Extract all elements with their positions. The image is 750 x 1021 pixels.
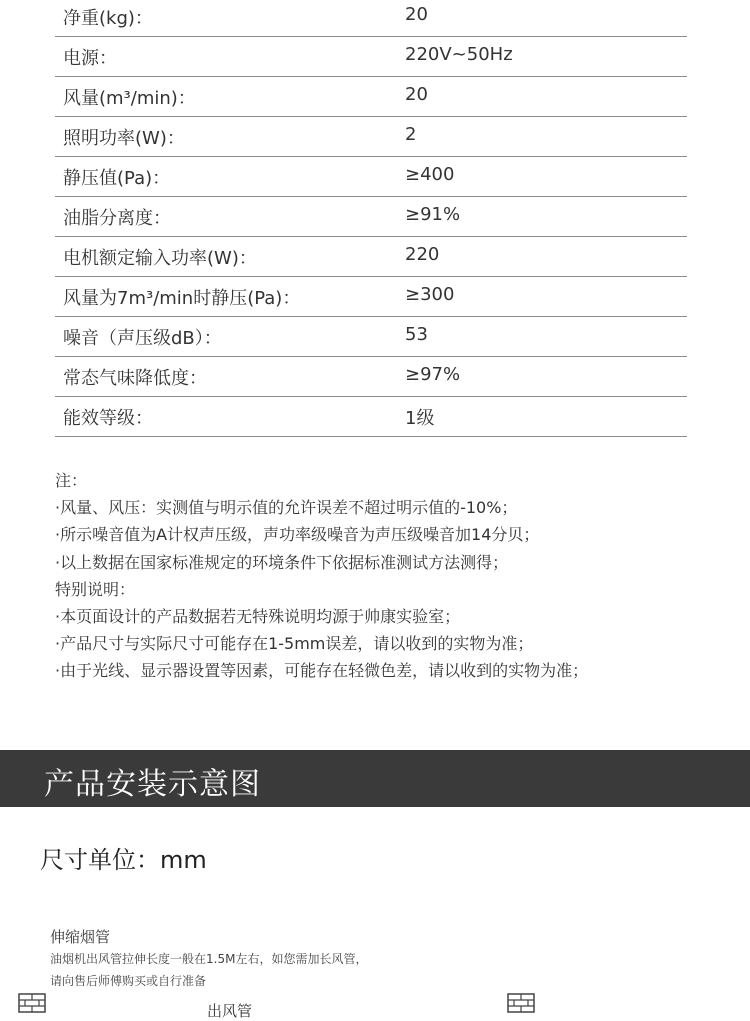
note-item: ·以上数据在国家标准规定的环境条件下依据标准测试方法测得； bbox=[55, 552, 509, 572]
spec-value: 20 bbox=[405, 84, 428, 105]
spec-row bbox=[55, 77, 687, 117]
spec-value: 53 bbox=[405, 324, 428, 345]
special-heading: 特别说明： bbox=[55, 579, 136, 599]
brick-wall-icon bbox=[507, 993, 535, 1013]
note-item: ·风量、风压：实测值与明示值的允许误差不超过明示值的-10%； bbox=[55, 498, 518, 518]
spec-row bbox=[55, 277, 687, 317]
spec-label: 电机额定输入功率(W)： bbox=[63, 248, 257, 269]
pipe-title: 伸缩烟管 bbox=[50, 928, 111, 946]
spec-value: ≥300 bbox=[405, 284, 455, 305]
spec-value: 2 bbox=[405, 124, 417, 145]
spec-label: 噪音（声压级dB）： bbox=[63, 328, 222, 349]
spec-label: 常态气味降低度： bbox=[63, 368, 207, 389]
spec-row bbox=[55, 157, 687, 197]
spec-row bbox=[55, 197, 687, 237]
pipe-description bbox=[50, 948, 367, 992]
spec-row bbox=[55, 317, 687, 357]
spec-label: 照明功率(W)： bbox=[63, 128, 185, 149]
spec-value: ≥97% bbox=[405, 364, 461, 385]
spec-row bbox=[55, 37, 687, 77]
outlet-label: 出风管 bbox=[207, 1002, 253, 1020]
spec-row bbox=[55, 237, 687, 277]
special-item: ·由于光线、显示器设置等因素，可能存在轻微色差，请以收到的实物为准； bbox=[55, 661, 589, 681]
brick-wall-icon bbox=[18, 993, 46, 1013]
notes-section bbox=[55, 467, 735, 685]
spec-label: 净重(kg)： bbox=[63, 8, 153, 29]
section-banner bbox=[0, 750, 750, 807]
spec-label: 风量(m³/min)： bbox=[63, 88, 196, 109]
spec-value: 1级 bbox=[405, 408, 435, 429]
pipe-desc-line: 请向售后师傅购买或自行准备 bbox=[50, 974, 207, 988]
pipe-desc-line: 油烟机出风管拉伸长度一般在1.5M左右，如您需加长风管， bbox=[50, 952, 368, 966]
special-item: ·产品尺寸与实际尺寸可能存在1-5mm误差，请以收到的实物为准； bbox=[55, 634, 534, 654]
unit-label: 尺寸单位：mm bbox=[40, 846, 207, 874]
spec-table bbox=[55, 0, 687, 437]
spec-value: 20 bbox=[405, 4, 428, 25]
spec-value: 220V~50Hz bbox=[405, 44, 513, 65]
spec-label: 能效等级： bbox=[63, 408, 153, 429]
spec-label: 电源： bbox=[63, 48, 117, 69]
spec-row bbox=[55, 397, 687, 437]
special-item: ·本页面设计的产品数据若无特殊说明均源于帅康实验室； bbox=[55, 607, 461, 627]
spec-label: 油脂分离度： bbox=[63, 208, 171, 229]
section-title: 产品安装示意图 bbox=[44, 767, 261, 802]
spec-row bbox=[55, 0, 687, 37]
spec-label: 静压值(Pa)： bbox=[63, 168, 171, 189]
spec-value: 220 bbox=[405, 244, 440, 265]
spec-value: ≥91% bbox=[405, 204, 461, 225]
note-item: ·所示噪音值为A计权声压级，声功率级噪音为声压级噪音加14分贝； bbox=[55, 525, 540, 545]
spec-row bbox=[55, 117, 687, 157]
spec-label: 风量为7m³/min时静压(Pa)： bbox=[63, 288, 301, 309]
spec-row bbox=[55, 357, 687, 397]
notes-heading: 注： bbox=[55, 471, 88, 490]
spec-value: ≥400 bbox=[405, 164, 455, 185]
